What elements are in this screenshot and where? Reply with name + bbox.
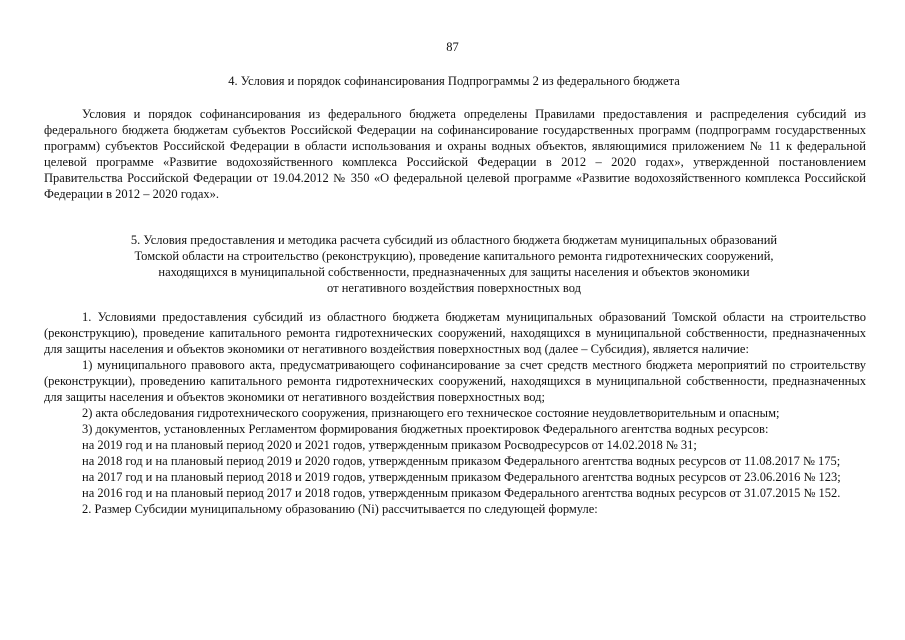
paragraph: на 2016 год и на плановый период 2017 и 2018 годов, утвержденным приказом Федерального агентства водных ресурсов от 31.07.2015 № 152. bbox=[82, 486, 841, 500]
paragraph: 3) документов, установленных Регламентом формирования бюджетных проектировок Федерального агентства водных ресурсов: bbox=[82, 422, 769, 436]
heading-line: Томской области на строительство (реконструкцию), проведение капитального ремонта гидротехнических сооружений, bbox=[134, 249, 774, 263]
paragraph: 2) акта обследования гидротехнического сооружения, признающего его техническое состояние неудовлетворительным и опасным; bbox=[82, 406, 780, 420]
section-5-heading bbox=[44, 232, 864, 296]
paragraph: 1. Условиями предоставления субсидий из областного бюджета бюджетам муниципальных образований Томской области на строительство (реконструкцию), проведение капитального ремонта гидротехнических сооружений, находящихся в муниципальной собственности, предназначенных для защиты населения и объектов экономики от негативного воздействия поверхностных вод (далее – Субсидия), является наличие: bbox=[44, 310, 866, 356]
paragraph: на 2018 год и на плановый период 2019 и 2020 годов, утвержденным приказом Федерального агентства водных ресурсов от 11.08.2017 № 175; bbox=[82, 454, 841, 468]
paragraph: 2. Размер Субсидии муниципальному образованию (Ni) рассчитывается по следующей формуле: bbox=[82, 502, 598, 516]
paragraph: 1) муниципального правового акта, предусматривающего софинансирование за счет средств местного бюджета мероприятий по строительству (реконструкции), проведению капитального ремонта гидротехнических сооружений, находящихся в муниципальной собственности, предназначенных для защиты населения и объектов экономики от негативного воздействия поверхностных вод; bbox=[44, 358, 866, 404]
heading-line: от негативного воздействия поверхностных вод bbox=[327, 281, 581, 295]
heading-line: 5. Условия предоставления и методика расчета субсидий из областного бюджета бюджетам муниципальных образований bbox=[130, 233, 778, 247]
paragraph: на 2017 год и на плановый период 2018 и 2019 годов, утвержденным приказом Федерального агентства водных ресурсов от 23.06.2016 № 123; bbox=[82, 470, 841, 484]
section-4-heading: 4. Условия и порядок софинансирования Подпрограммы 2 из федерального бюджета bbox=[228, 74, 680, 88]
heading-line: находящихся в муниципальной собственности, предназначенных для защиты населения и объектов экономики bbox=[158, 265, 750, 279]
paragraph: Условия и порядок софинансирования из федерального бюджета определены Правилами предоставления и распределения субсидий из федерального бюджета бюджетам субъектов Российской Федерации на софинансирование государственных программ (подпрограмм государственных программ) субъектов Российской Федерации в области использования и охраны водных объектов, являющимися приложением № 11 к федеральной целевой программе «Развитие водохозяйственного комплекса Российской Федерации в 2012 – 2020 годах», утвержденной постановлением Правительства Российской Федерации от 19.04.2012 № 350 «О федеральной целевой программе «Развитие водохозяйственного комплекса Российской Федерации в 2012 – 2020 годах». bbox=[44, 107, 866, 201]
paragraph: на 2019 год и на плановый период 2020 и 2021 годов, утвержденным приказом Росводресурсов от 14.02.2018 № 31; bbox=[82, 438, 697, 452]
section-5-body bbox=[44, 309, 866, 517]
section-4-body bbox=[44, 106, 866, 202]
page-number: 87 bbox=[446, 40, 459, 54]
